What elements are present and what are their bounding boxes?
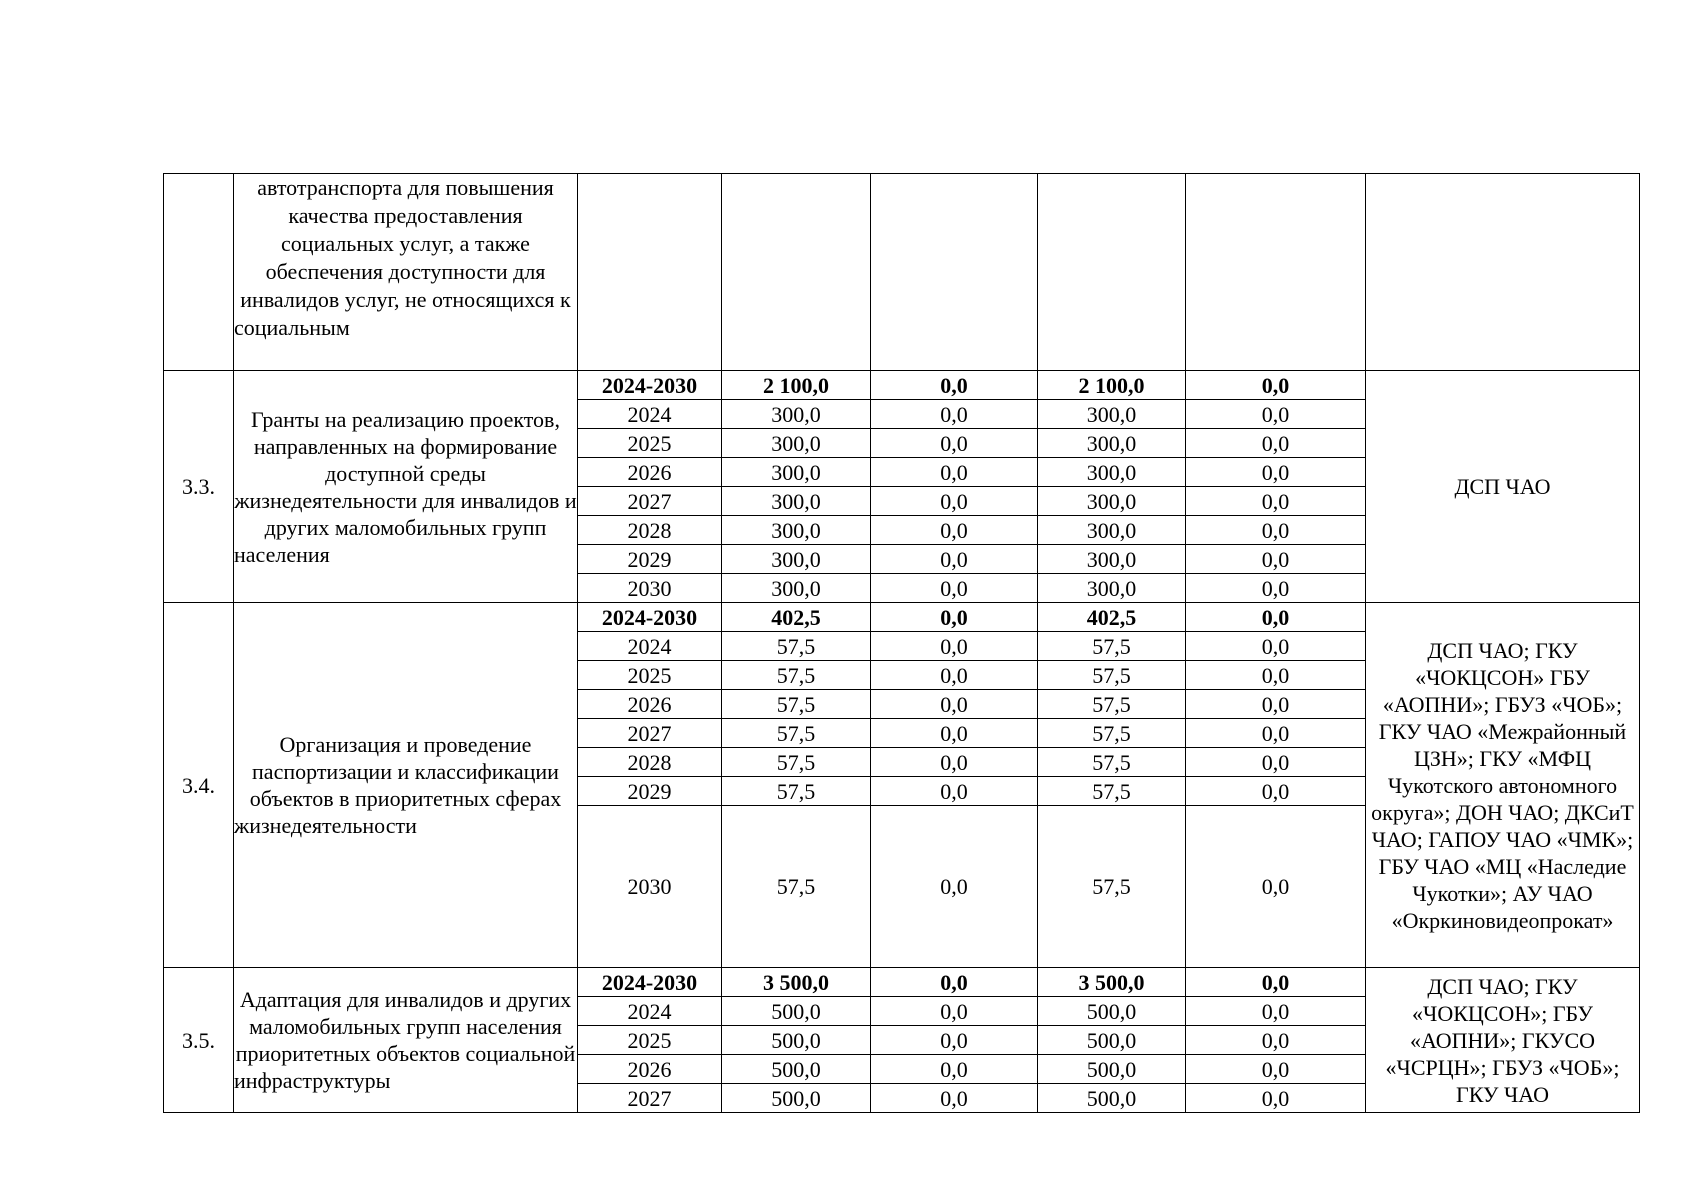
other-sources-cell: 0,0 (1186, 997, 1366, 1026)
table-body (164, 174, 1640, 1113)
federal-budget-cell: 0,0 (871, 458, 1038, 487)
other-sources-cell: 0,0 (1186, 632, 1366, 661)
other-sources-cell: 0,0 (1186, 545, 1366, 574)
period-cell: 2026 (578, 1055, 722, 1084)
other-sources-cell: 0,0 (1186, 968, 1366, 997)
executor-cell: ДСП ЧАО; ГКУ «ЧОКЦСОН» ГБУ «АОПНИ»; ГБУЗ «ЧОБ»; ГКУ ЧАО «Межрайонный ЦЗН»; ГКУ «МФЦ Чукотского автономного округа»; ДОН ЧАО; ДКСиТ ЧАО; ГАПОУ ЧАО «ЧМК»; ГБУ ЧАО «МЦ «Наследие Чукотки»; АУ ЧАО «Окркиновидеопрокат» (1366, 603, 1640, 968)
federal-budget-cell: 0,0 (871, 400, 1038, 429)
regional-budget-cell: 300,0 (1038, 400, 1186, 429)
period-cell: 2029 (578, 777, 722, 806)
federal-budget-cell: 0,0 (871, 632, 1038, 661)
regional-budget-cell: 3 500,0 (1038, 968, 1186, 997)
total-cell: 57,5 (722, 748, 871, 777)
table-row (164, 174, 1640, 371)
total-cell: 300,0 (722, 545, 871, 574)
period-cell: 2024-2030 (578, 603, 722, 632)
measure-name-cell: Организация и проведение паспортизации и классификации объектов в приоритетных сферах жизнедеятельности (234, 603, 578, 968)
period-cell: 2024 (578, 400, 722, 429)
regional-budget-cell: 300,0 (1038, 516, 1186, 545)
regional-budget-cell: 402,5 (1038, 603, 1186, 632)
total-cell: 3 500,0 (722, 968, 871, 997)
other-sources-cell: 0,0 (1186, 400, 1366, 429)
period-cell: 2029 (578, 545, 722, 574)
period-cell: 2025 (578, 429, 722, 458)
federal-budget-cell: 0,0 (871, 661, 1038, 690)
period-cell: 2024-2030 (578, 371, 722, 400)
other-sources-cell: 0,0 (1186, 429, 1366, 458)
other-sources-cell: 0,0 (1186, 371, 1366, 400)
total-cell: 57,5 (722, 690, 871, 719)
regional-budget-cell: 57,5 (1038, 777, 1186, 806)
federal-budget-cell: 0,0 (871, 690, 1038, 719)
other-sources-cell: 0,0 (1186, 516, 1366, 545)
total-cell: 300,0 (722, 516, 871, 545)
period-cell: 2024-2030 (578, 968, 722, 997)
total-cell: 500,0 (722, 997, 871, 1026)
executor-cell: ДСП ЧАО (1366, 371, 1640, 603)
total-cell: 57,5 (722, 719, 871, 748)
total-cell: 500,0 (722, 1084, 871, 1113)
regional-budget-cell: 57,5 (1038, 719, 1186, 748)
period-cell: 2027 (578, 719, 722, 748)
other-sources-cell: 0,0 (1186, 458, 1366, 487)
other-sources-cell: 0,0 (1186, 487, 1366, 516)
program-table (163, 173, 1640, 1113)
other-sources-cell: 0,0 (1186, 806, 1366, 968)
federal-budget-cell: 0,0 (871, 574, 1038, 603)
period-cell: 2027 (578, 1084, 722, 1113)
period-cell: 2030 (578, 574, 722, 603)
period-cell: 2027 (578, 487, 722, 516)
other-sources-cell: 0,0 (1186, 719, 1366, 748)
row-number-cell: 3.3. (164, 371, 234, 603)
period-cell: 2024 (578, 997, 722, 1026)
executor-cell: ДСП ЧАО; ГКУ «ЧОКЦСОН»; ГБУ «АОПНИ»; ГКУСО «ЧСРЦН»; ГБУЗ «ЧОБ»; ГКУ ЧАО (1366, 968, 1640, 1113)
regional-budget-cell: 57,5 (1038, 748, 1186, 777)
table-row (164, 603, 1640, 632)
federal-budget-cell: 0,0 (871, 1055, 1038, 1084)
other-sources-cell: 0,0 (1186, 777, 1366, 806)
federal-budget-cell: 0,0 (871, 603, 1038, 632)
total-cell: 500,0 (722, 1026, 871, 1055)
measure-name-cell: автотранспорта для повышения качества предоставления социальных услуг, а также обеспечения доступности для инвалидов услуг, не относящихся к социальным (234, 174, 578, 371)
period-cell: 2028 (578, 748, 722, 777)
regional-budget-cell: 500,0 (1038, 1026, 1186, 1055)
table-row (164, 371, 1640, 400)
regional-budget-cell: 300,0 (1038, 458, 1186, 487)
regional-budget-cell: 500,0 (1038, 1055, 1186, 1084)
regional-budget-cell: 300,0 (1038, 429, 1186, 458)
other-sources-cell: 0,0 (1186, 574, 1366, 603)
regional-budget-cell: 2 100,0 (1038, 371, 1186, 400)
regional-budget-cell: 300,0 (1038, 574, 1186, 603)
federal-budget-cell: 0,0 (871, 429, 1038, 458)
executor-cell (1366, 174, 1640, 371)
period-cell: 2025 (578, 661, 722, 690)
row-number-cell: 3.4. (164, 603, 234, 968)
period-cell (578, 174, 722, 371)
row-number-cell: 3.5. (164, 968, 234, 1113)
federal-budget-cell: 0,0 (871, 1084, 1038, 1113)
federal-budget-cell (871, 174, 1038, 371)
regional-budget-cell: 500,0 (1038, 997, 1186, 1026)
regional-budget-cell: 57,5 (1038, 690, 1186, 719)
total-cell: 300,0 (722, 400, 871, 429)
total-cell (722, 174, 871, 371)
federal-budget-cell: 0,0 (871, 1026, 1038, 1055)
total-cell: 57,5 (722, 661, 871, 690)
period-cell: 2026 (578, 690, 722, 719)
row-number-cell (164, 174, 234, 371)
period-cell: 2026 (578, 458, 722, 487)
other-sources-cell: 0,0 (1186, 690, 1366, 719)
federal-budget-cell: 0,0 (871, 487, 1038, 516)
total-cell: 402,5 (722, 603, 871, 632)
period-cell: 2025 (578, 1026, 722, 1055)
federal-budget-cell: 0,0 (871, 997, 1038, 1026)
federal-budget-cell: 0,0 (871, 719, 1038, 748)
other-sources-cell: 0,0 (1186, 603, 1366, 632)
federal-budget-cell: 0,0 (871, 371, 1038, 400)
other-sources-cell: 0,0 (1186, 1084, 1366, 1113)
regional-budget-cell: 300,0 (1038, 487, 1186, 516)
total-cell: 300,0 (722, 487, 871, 516)
regional-budget-cell: 57,5 (1038, 632, 1186, 661)
federal-budget-cell: 0,0 (871, 545, 1038, 574)
regional-budget-cell: 57,5 (1038, 661, 1186, 690)
total-cell: 57,5 (722, 777, 871, 806)
period-cell: 2028 (578, 516, 722, 545)
table-row (164, 968, 1640, 997)
other-sources-cell: 0,0 (1186, 748, 1366, 777)
total-cell: 57,5 (722, 632, 871, 661)
regional-budget-cell: 300,0 (1038, 545, 1186, 574)
regional-budget-cell (1038, 174, 1186, 371)
measure-name-cell: Адаптация для инвалидов и других маломобильных групп населения приоритетных объектов социальной инфраструктуры (234, 968, 578, 1113)
measure-name-cell: Гранты на реализацию проектов, направленных на формирование доступной среды жизнедеятельности для инвалидов и других маломобильных групп населения (234, 371, 578, 603)
total-cell: 300,0 (722, 574, 871, 603)
federal-budget-cell: 0,0 (871, 968, 1038, 997)
federal-budget-cell: 0,0 (871, 777, 1038, 806)
period-cell: 2030 (578, 806, 722, 968)
federal-budget-cell: 0,0 (871, 748, 1038, 777)
other-sources-cell: 0,0 (1186, 1055, 1366, 1084)
other-sources-cell: 0,0 (1186, 1026, 1366, 1055)
period-cell: 2024 (578, 632, 722, 661)
total-cell: 2 100,0 (722, 371, 871, 400)
other-sources-cell (1186, 174, 1366, 371)
total-cell: 57,5 (722, 806, 871, 968)
regional-budget-cell: 500,0 (1038, 1084, 1186, 1113)
regional-budget-cell: 57,5 (1038, 806, 1186, 968)
federal-budget-cell: 0,0 (871, 806, 1038, 968)
other-sources-cell: 0,0 (1186, 661, 1366, 690)
federal-budget-cell: 0,0 (871, 516, 1038, 545)
total-cell: 300,0 (722, 429, 871, 458)
total-cell: 300,0 (722, 458, 871, 487)
total-cell: 500,0 (722, 1055, 871, 1084)
